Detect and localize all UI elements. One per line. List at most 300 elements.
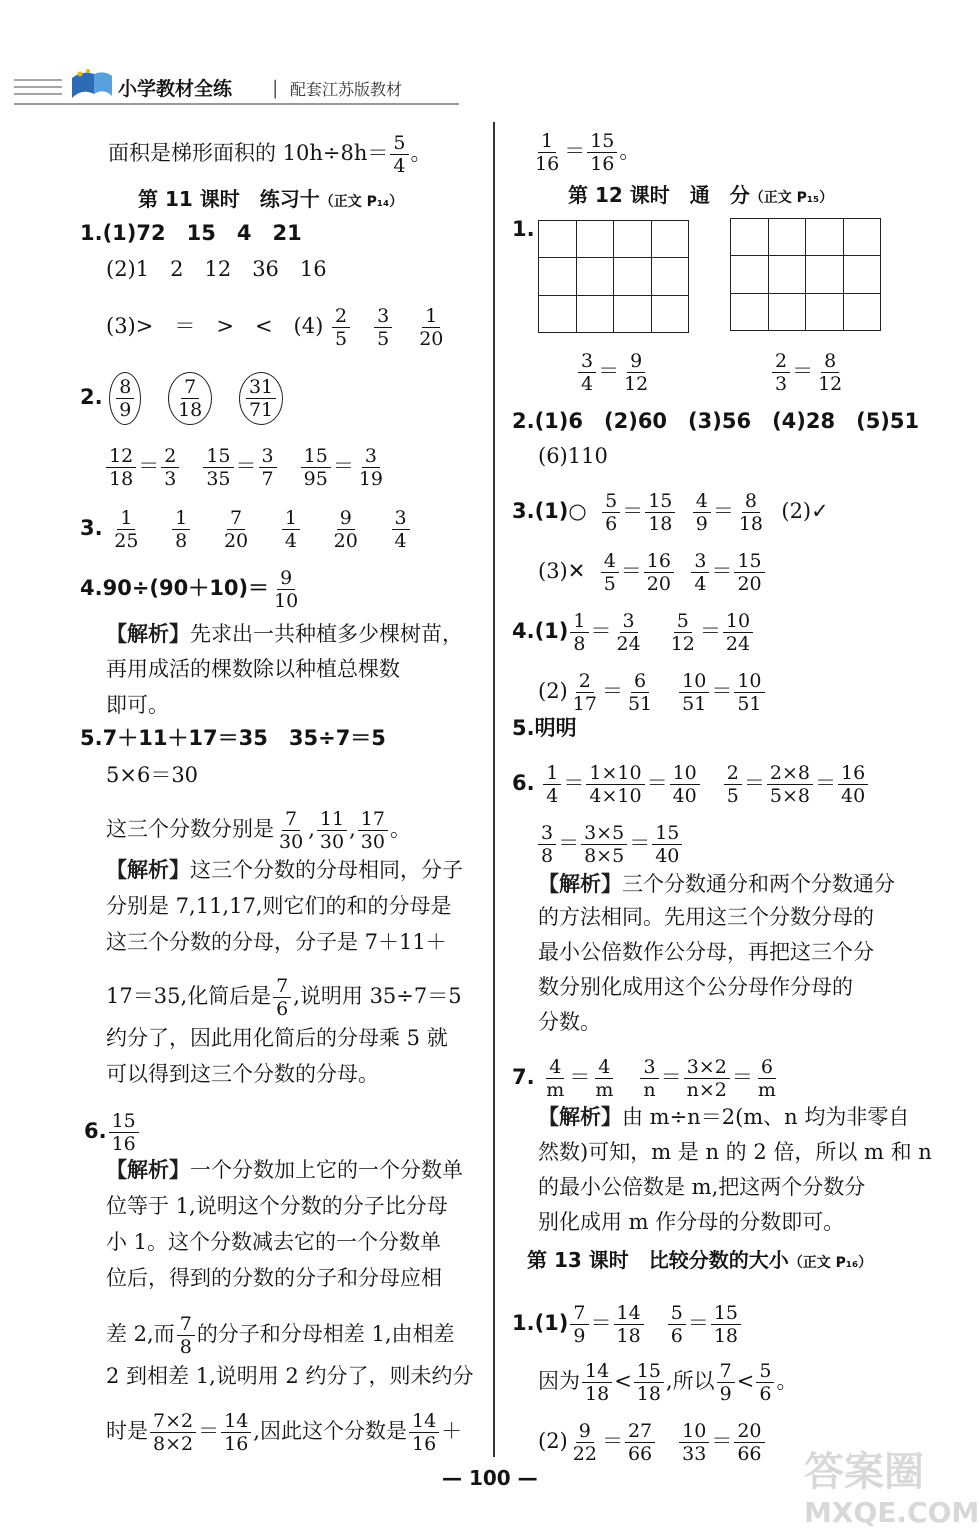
fraction (614, 610, 644, 655)
numerator: 7 (227, 507, 245, 530)
numerator: 6 (631, 670, 649, 693)
q1-text: (3)> ＝ > < (4) (106, 314, 324, 338)
analysis-tag: 【解析】 (106, 622, 190, 646)
numerator: 9 (627, 350, 645, 373)
header-rule (14, 103, 459, 105)
grid-cell (613, 220, 652, 258)
fraction (736, 490, 766, 535)
fraction (625, 670, 655, 715)
analysis-5 (538, 1105, 909, 1129)
r-q3-line2: (3)✕ $\frac{4}{5}$ ＝ $\frac{16}{20}$ $\frac{3}{4}$ ＝ $\frac{15}{20}$ (538, 550, 767, 595)
q5-line1 (80, 726, 386, 750)
analysis-text: 分数。 (538, 1010, 601, 1034)
numerator: 1 (172, 507, 190, 530)
grid-3x4 (730, 218, 880, 330)
numerator: 3 (392, 507, 410, 530)
grid-cell (576, 295, 615, 333)
fraction (734, 670, 764, 715)
section-title: 第 13 课时 比较分数的大小 (527, 1248, 789, 1272)
q4-text: (2) (538, 679, 568, 703)
fraction (570, 1302, 588, 1347)
numerator: 8 (742, 490, 760, 513)
analysis-text: 别化成用 m 作分母的分数即可。 (538, 1210, 845, 1234)
header-brand: 小学教材全练 (118, 78, 233, 100)
numerator: 5 (668, 1302, 686, 1325)
numerator: 14 (582, 1360, 612, 1383)
r13-q1-line2: 因为 $\frac{14}{18}$ < $\frac{15}{18}$ ,所以 $\frac{7}{9}$ < $\frac{5}{6}$ 。 (538, 1360, 798, 1405)
analysis-text: 位后，得到的分数的分子和分母应相 (106, 1266, 442, 1290)
denominator: 20 (333, 530, 358, 552)
denominator: 17 (572, 693, 597, 715)
denominator: 4 (394, 530, 407, 552)
analysis-2e (106, 1026, 448, 1050)
analysis-text: 这三个分数的分母，分子是 7＋11＋ (106, 930, 447, 954)
watermark (790, 1448, 979, 1532)
denominator: 33 (682, 1443, 707, 1465)
fraction (670, 762, 700, 807)
numerator: 4 (546, 1056, 564, 1079)
denominator: 18 (713, 1325, 738, 1347)
q4-text: 4.90÷(90＋10)＝ (80, 576, 270, 600)
circled-fraction (109, 372, 141, 425)
fraction (815, 350, 845, 395)
fraction (601, 550, 619, 595)
numerator: 3 (691, 550, 709, 573)
fraction (684, 1056, 730, 1101)
section-title: 第 11 课时 练习十 (138, 187, 320, 211)
text: ,所以 (665, 1369, 715, 1393)
q4-text: 4.(1) (512, 619, 569, 643)
analysis-text: 数分别化成用这个公分母作分母的 (538, 975, 853, 999)
numerator: 17 (358, 808, 388, 831)
denominator: 40 (655, 845, 680, 867)
grid-cell (613, 257, 652, 295)
denominator: 5 (603, 573, 616, 595)
denominator: 20 (646, 573, 671, 595)
denominator: 3 (164, 468, 177, 490)
fraction (640, 1056, 658, 1101)
fraction (203, 445, 233, 490)
fraction (106, 445, 136, 490)
r-q1-fracs-a: $\frac{3}{4}$ ＝ $\frac{9}{12}$ (576, 350, 653, 395)
grid-cell (843, 218, 882, 256)
numerator: 3 (362, 445, 380, 468)
line-area (108, 132, 432, 177)
r-q4-line1: 4.(1) $\frac{1}{8}$ ＝ $\frac{3}{24}$ $\frac{5}{12}$ ＝ $\frac{10}{24}$ (512, 610, 755, 655)
numerator: 3×2 (684, 1056, 730, 1079)
analysis-text: ＋ (441, 1419, 463, 1443)
q3-text: (2)✓ (781, 499, 829, 523)
fraction (693, 490, 711, 535)
fraction (221, 1410, 251, 1455)
denominator: 16 (590, 153, 615, 175)
analysis-1c (106, 693, 169, 717)
analysis-text: 一个分数加上它的一个分数单 (190, 1158, 463, 1182)
grid-cell (805, 218, 844, 256)
denominator: 8 (573, 633, 586, 655)
grid-cell (651, 295, 690, 333)
numerator: 7 (717, 1360, 735, 1383)
circled-fraction (168, 372, 212, 425)
numerator: 7 (273, 975, 291, 998)
numerator: 8 (116, 376, 134, 399)
watermark-site: MXQE.COM (804, 1496, 979, 1529)
analysis-3b (106, 1194, 448, 1218)
grid-cell (576, 257, 615, 295)
page-ref: （正文 P₁₅） (749, 190, 834, 206)
q5-text: 5.明明 (512, 716, 577, 740)
denominator: n (643, 1079, 656, 1101)
numerator: 1×10 (586, 762, 644, 785)
numerator: 15 (109, 1110, 139, 1133)
fraction (271, 567, 301, 612)
denominator: 10 (274, 590, 299, 612)
numerator: 1 (570, 610, 588, 633)
denominator: 12 (818, 373, 843, 395)
denominator: 18 (738, 513, 764, 535)
fraction (625, 1420, 655, 1465)
fraction (570, 670, 600, 715)
text: 。 (410, 141, 432, 165)
numerator: 15 (652, 822, 682, 845)
denominator: 4 (581, 373, 594, 395)
denominator: 20 (737, 573, 762, 595)
fraction (332, 305, 350, 350)
fraction (543, 762, 561, 807)
analysis-5c (538, 1175, 865, 1199)
denominator: 30 (319, 831, 345, 853)
analysis-text: 小 1。这个分数减去它的一个分数单 (106, 1230, 442, 1254)
text: (2) (538, 1429, 568, 1453)
fraction (602, 490, 620, 535)
fraction (644, 550, 674, 595)
fraction (150, 1410, 196, 1455)
grid-cell (538, 220, 577, 258)
denominator: 51 (682, 693, 707, 715)
numerator: 10 (723, 610, 753, 633)
fraction (711, 1302, 741, 1347)
analysis-text: 约分了，因此用化简后的分母乘 5 就 (106, 1026, 448, 1050)
denominator: 66 (627, 1443, 653, 1465)
analysis-text: 即可。 (106, 693, 169, 717)
fraction (390, 132, 408, 177)
fraction (301, 445, 331, 490)
r-q3-line1: 3.(1)○ $\frac{5}{6}$ ＝ $\frac{15}{18}$ $\frac{4}{9}$ ＝ $\frac{8}{18}$ (2)✓ (512, 490, 829, 535)
grid-cell (538, 295, 577, 333)
grid-cell (730, 255, 769, 293)
numerator: 31 (246, 376, 276, 399)
fraction (282, 507, 300, 552)
fraction (409, 1410, 439, 1455)
analysis-3e (106, 1313, 455, 1358)
analysis-4b (538, 905, 874, 929)
numerator: 4 (693, 490, 711, 513)
q1-line3 (106, 305, 448, 350)
numerator: 15 (711, 1302, 741, 1325)
grid-cell (576, 220, 615, 258)
denominator: 5 (377, 328, 390, 350)
denominator: 25 (114, 530, 139, 552)
fraction (111, 507, 141, 552)
denominator: 35 (206, 468, 231, 490)
q3-line (80, 507, 412, 552)
numerator: 15 (634, 1360, 664, 1383)
numerator: 4 (595, 1056, 613, 1079)
q3-text: 3.(1)○ (512, 499, 587, 523)
numerator: 10 (679, 1420, 709, 1443)
analysis-text: 这三个分数的分母相同，分子 (190, 858, 463, 882)
denominator: 24 (616, 633, 641, 655)
numerator: 5 (674, 610, 692, 633)
denominator: 4 (393, 155, 406, 177)
numerator: 3 (620, 610, 638, 633)
denominator: 4 (694, 573, 707, 595)
r-q6-line1: 6. $\frac{1}{4}$ ＝ $\frac{1\times 10}{4\times 10}$ ＝ $\frac{10}{40}$ $\frac{2}{5}$ ＝ $\frac{2\times 8}{5\times 8}$ ＝ $\frac{16}{40}$ (512, 762, 870, 807)
denominator: m (546, 1079, 565, 1101)
fraction (586, 762, 644, 807)
numerator: 15 (301, 445, 331, 468)
circled-fraction (239, 372, 283, 425)
page-ref: （正文 P₁₄） (319, 194, 404, 210)
denominator: 95 (303, 468, 328, 490)
fraction (679, 1420, 709, 1465)
analysis-text: 三个分数通分和两个分数通分 (622, 872, 895, 896)
fraction (259, 445, 277, 490)
denominator: 8 (179, 1336, 192, 1358)
page-ref: （正文 P₁₆） (788, 1255, 873, 1271)
analysis-text: 的分子和分母相差 1,由相差 (196, 1322, 455, 1346)
fraction (772, 350, 790, 395)
denominator: 18 (585, 1383, 610, 1405)
r-q2-line2 (538, 444, 608, 468)
fraction (273, 975, 291, 1020)
analysis-text: 先求出一共种植多少棵树苗， (190, 622, 463, 646)
analysis-3 (106, 1158, 463, 1182)
denominator: 16 (224, 1433, 249, 1455)
analysis-2d (106, 975, 462, 1020)
fraction (570, 1420, 600, 1465)
denominator: 51 (627, 693, 653, 715)
denominator: 8 (541, 845, 554, 867)
page-number: — 100 — (442, 1466, 538, 1490)
q1-text: 1.(1)72 15 4 21 (80, 221, 302, 245)
fraction (177, 1313, 195, 1358)
denominator: 6 (670, 1325, 683, 1347)
fraction (582, 1360, 612, 1405)
denominator: 12 (670, 633, 695, 655)
fraction (645, 490, 675, 535)
numerator: 1 (422, 305, 440, 328)
fraction (109, 1110, 139, 1155)
numerator: 3 (538, 822, 556, 845)
denominator: 9 (119, 399, 132, 421)
fraction (767, 762, 813, 807)
fraction (592, 1056, 616, 1101)
denominator: 4 (546, 785, 559, 807)
q2-equations: $\frac{12}{18}$ ＝ $\frac{2}{3}$ $\frac{15}{35}$ ＝ $\frac{3}{7}$ $\frac{15}{95}$ ＝ $\frac{3}{19}$ (104, 445, 388, 490)
fraction (317, 808, 347, 853)
grid-cell (805, 255, 844, 293)
denominator: 66 (737, 1443, 762, 1465)
fraction (755, 1056, 779, 1101)
numerator: 2 (772, 350, 790, 373)
numerator: 1 (282, 507, 300, 530)
grid-cell (538, 257, 577, 295)
denominator: 6 (759, 1383, 772, 1405)
analysis-2b (106, 894, 452, 918)
denominator: 4 (284, 530, 297, 552)
numerator: 15 (203, 445, 233, 468)
fraction (723, 610, 753, 655)
grid-cell (843, 293, 882, 331)
analysis-text: ,说明用 35÷7＝5 (293, 984, 462, 1008)
grid-cell (613, 295, 652, 333)
analysis-text: 位等于 1,说明这个分数的分子比分母 (106, 1194, 448, 1218)
grid-3x4 (538, 220, 688, 332)
fraction (356, 445, 386, 490)
analysis-tag: 【解析】 (106, 858, 190, 882)
denominator: n×2 (686, 1079, 727, 1101)
text: 面积是梯形面积的 10h÷8h＝ (108, 141, 389, 165)
analysis-4 (538, 872, 895, 896)
header-separator: | (272, 77, 279, 99)
numerator: 1 (543, 762, 561, 785)
denominator: 5×8 (769, 785, 810, 807)
fraction (668, 610, 698, 655)
denominator: 16 (111, 1133, 136, 1155)
grid-cell (768, 255, 807, 293)
denominator: 30 (360, 831, 385, 853)
analysis-tag: 【解析】 (538, 1105, 622, 1129)
q7-label: 7. (512, 1065, 535, 1089)
denominator: m (757, 1079, 776, 1101)
analysis-text: 然数)可知，m 是 n 的 2 倍，所以 m 和 n (538, 1140, 932, 1164)
r-q6-line2: $\frac{3}{8}$ ＝ $\frac{3\times 5}{8\times 5}$ ＝ $\frac{15}{40}$ (536, 822, 684, 867)
q1-label: 1. (512, 217, 535, 241)
numerator: 14 (221, 1410, 251, 1433)
section-title-12 (568, 183, 833, 210)
q2-text: 2.(1)6 (2)60 (3)56 (4)28 (5)51 (512, 409, 920, 433)
fraction (838, 762, 868, 807)
numerator: 14 (614, 1302, 644, 1325)
fraction (532, 130, 562, 175)
numerator: 14 (409, 1410, 439, 1433)
numerator: 9 (576, 1420, 594, 1443)
analysis-5b (538, 1140, 932, 1164)
analysis-text: 差 2,而 (106, 1322, 175, 1346)
analysis-text: 时是 (106, 1419, 148, 1443)
numerator: 2×8 (767, 762, 813, 785)
analysis-text: 分别是 7,11,17,则它们的和的分母是 (106, 894, 452, 918)
q2-text: (6)110 (538, 444, 608, 468)
text: 因为 (538, 1369, 580, 1393)
fraction (691, 550, 709, 595)
fraction (392, 507, 410, 552)
denominator: 71 (248, 399, 274, 421)
denominator: 6 (605, 513, 618, 535)
analysis-2f (106, 1062, 379, 1086)
analysis-4e (538, 1010, 601, 1034)
numerator: 3 (640, 1056, 658, 1079)
analysis-3d (106, 1266, 442, 1290)
q5-line2 (106, 763, 198, 787)
numerator: 3 (374, 305, 392, 328)
analysis-2 (106, 858, 463, 882)
fraction (570, 610, 588, 655)
r-q1-fracs-b: $\frac{2}{3}$ ＝ $\frac{8}{12}$ (770, 350, 847, 395)
denominator: 16 (535, 153, 560, 175)
numerator: 2 (724, 762, 742, 785)
numerator: 7 (177, 1313, 195, 1336)
grid-cell (651, 220, 690, 258)
numerator: 1 (538, 130, 556, 153)
numerator: 11 (317, 808, 347, 831)
numerator: 5 (602, 490, 620, 513)
numerator: 5 (756, 1360, 774, 1383)
analysis-3g: 时是 $\frac{7\times 2}{8\times 2}$ ＝ $\frac{14}{16}$ ,因此这个分数是 $\frac{14}{16}$ ＋ (106, 1410, 463, 1455)
denominator: 40 (840, 785, 866, 807)
fraction (652, 822, 682, 867)
fraction (543, 1056, 567, 1101)
fraction (172, 507, 190, 552)
analysis-text: ,因此这个分数是 (253, 1419, 407, 1443)
numerator: 10 (734, 670, 764, 693)
analysis-tag: 【解析】 (106, 1158, 190, 1182)
numerator: 12 (106, 445, 136, 468)
fraction (374, 305, 392, 350)
numerator: 3×5 (581, 822, 627, 845)
numerator: 15 (587, 130, 617, 153)
r-q1-label (512, 217, 535, 241)
analysis-1b (106, 657, 400, 681)
numerator: 15 (734, 550, 764, 573)
numerator: 9 (277, 567, 295, 590)
fraction (221, 507, 251, 552)
analysis-text: 再用成活的棵数除以种植总棵数 (106, 657, 400, 681)
denominator: 18 (636, 1383, 661, 1405)
q5-text: 5.7＋11＋17＝35 35÷7＝5 (80, 726, 386, 750)
numerator: 9 (337, 507, 355, 530)
fraction (717, 1360, 735, 1405)
numerator: 3 (259, 445, 277, 468)
grid-cell (768, 218, 807, 256)
numerator: 15 (645, 490, 675, 513)
analysis-2c (106, 930, 447, 954)
denominator: 40 (672, 785, 697, 807)
numerator: 1 (117, 507, 135, 530)
denominator: 51 (737, 693, 762, 715)
denominator: 8×5 (584, 845, 625, 867)
fraction (331, 507, 361, 552)
q1-line1 (80, 221, 302, 245)
numerator: 7 (282, 808, 300, 831)
numerator: 27 (625, 1420, 655, 1443)
denominator: 5 (726, 785, 739, 807)
grid-cell (768, 293, 807, 331)
denominator: 4×10 (589, 785, 642, 807)
fraction (614, 1302, 644, 1347)
denominator: 3 (775, 373, 788, 395)
grid-cell (843, 255, 882, 293)
analysis-text: 17＝35,化简后是 (106, 984, 272, 1008)
q5-text: 5×6＝30 (106, 763, 199, 787)
q5-line3: 这三个分数分别是 $\frac{7}{30}$ , $\frac{11}{30}$ , $\frac{17}{30}$ 。 (106, 808, 411, 853)
section-title: 第 12 课时 通 分 (568, 183, 750, 207)
analysis-4c (538, 940, 874, 964)
analysis-text: 由 m÷n＝2(m、n 均为非零自 (622, 1105, 910, 1129)
fraction (416, 305, 446, 350)
analysis-4d (538, 975, 853, 999)
